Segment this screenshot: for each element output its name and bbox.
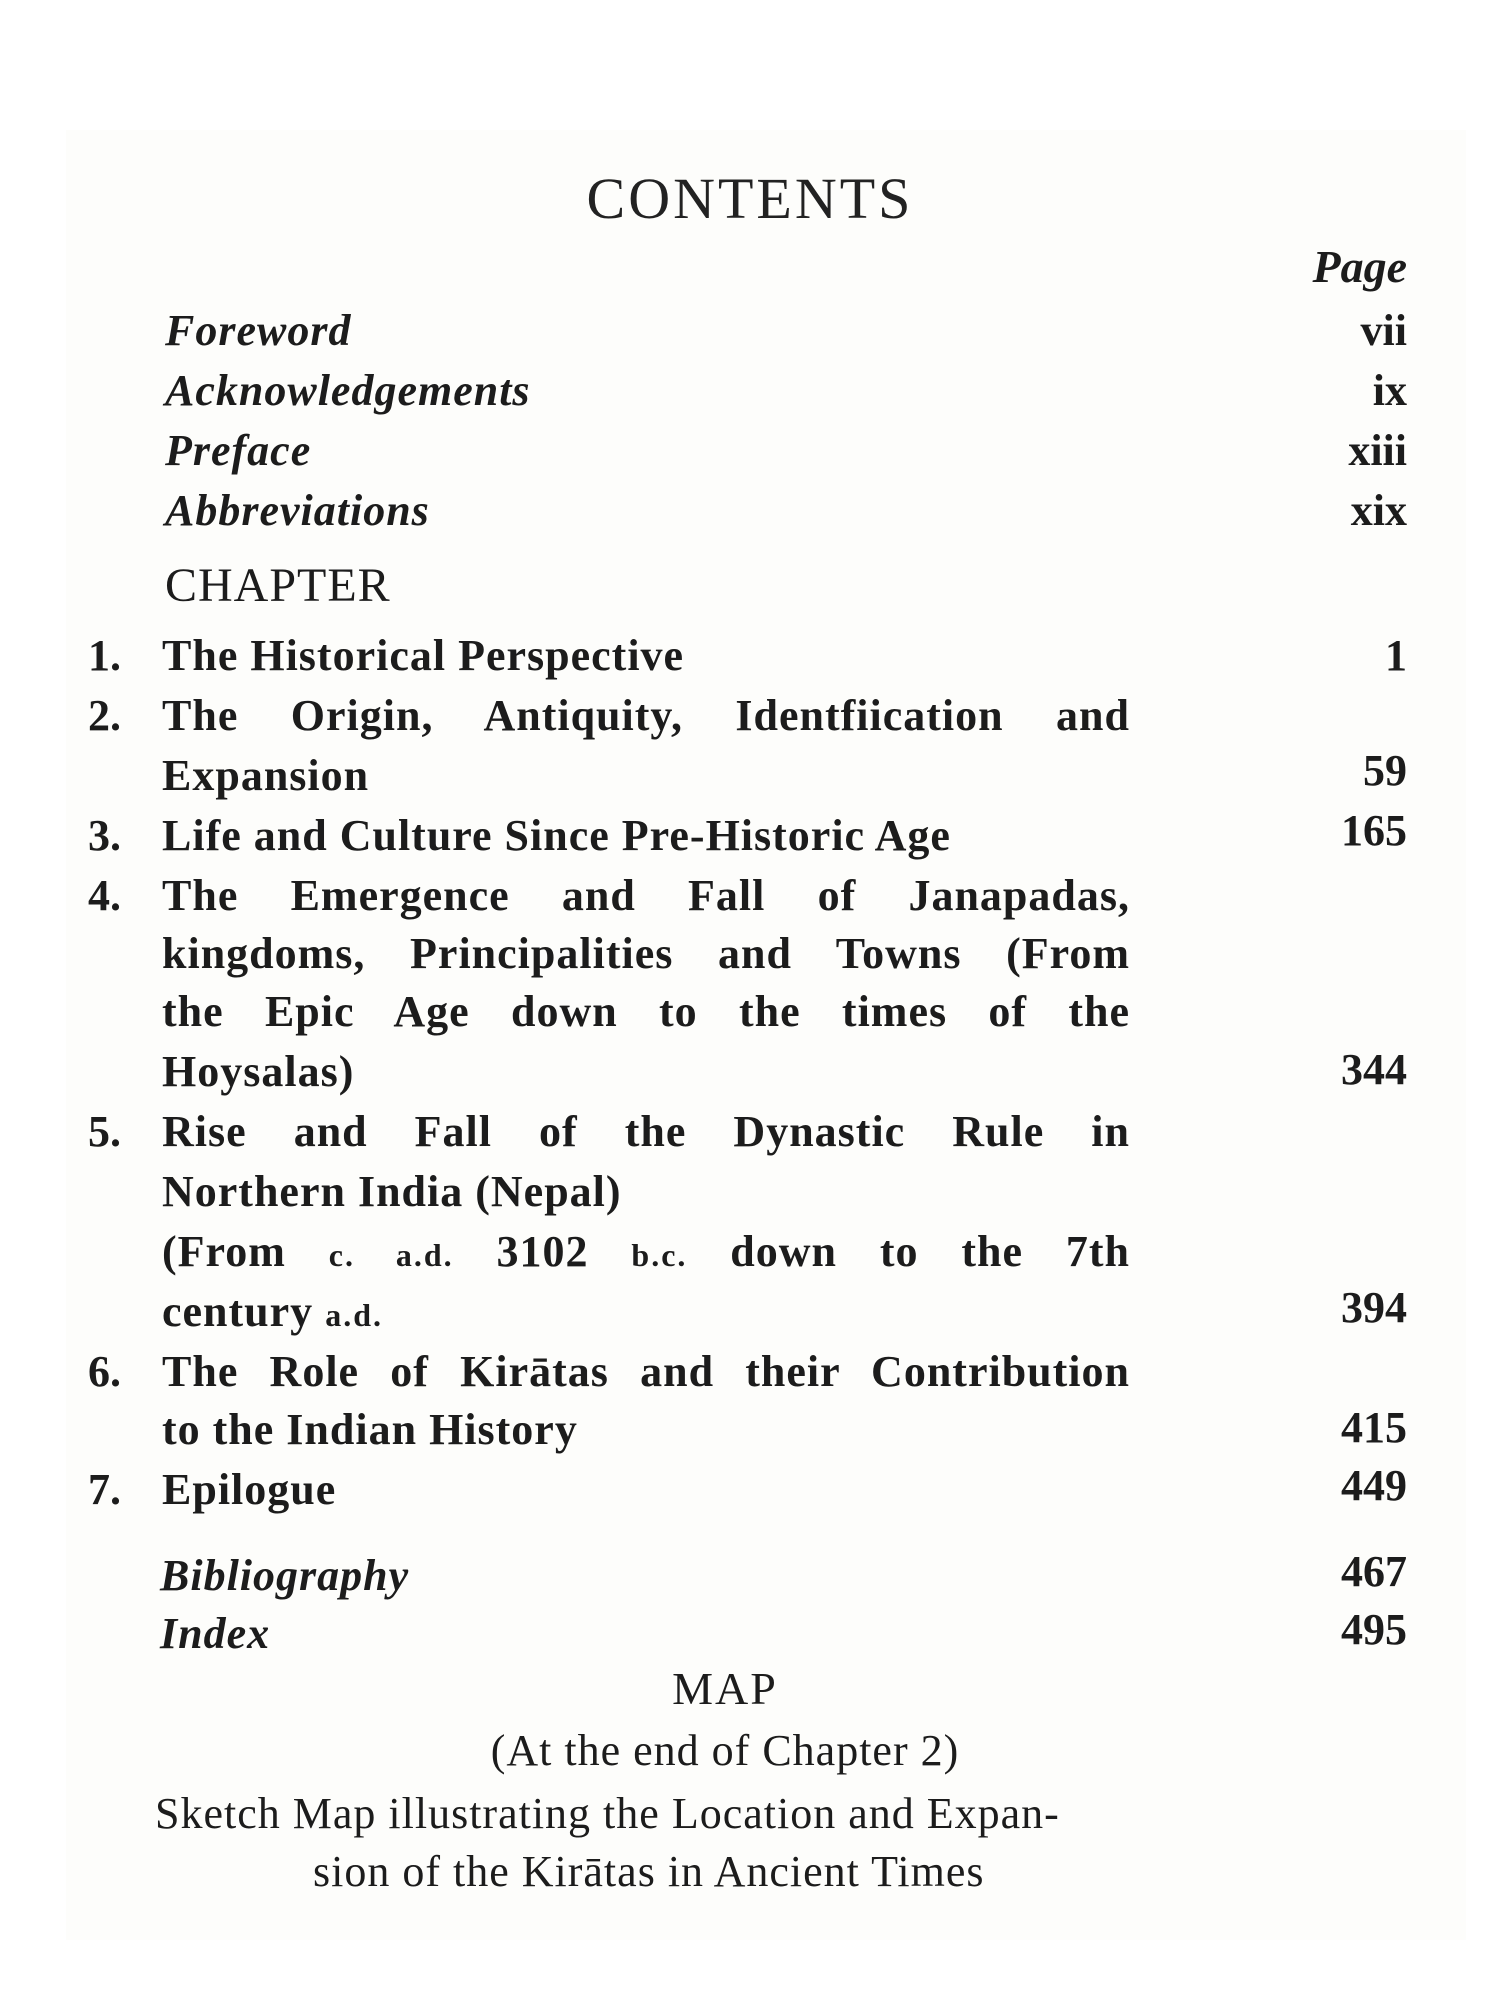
back-matter-label: Bibliography: [160, 1551, 410, 1600]
front-matter-page: ix: [1372, 366, 1407, 415]
map-description-line: sion of the Kirātas in Ancient Times: [313, 1847, 985, 1896]
chapter-number: 1.: [88, 631, 121, 680]
contents-title: CONTENTS: [586, 166, 914, 231]
chapter-title-line: the Epic Age down to the times of the: [162, 987, 1130, 1036]
chapter-title-line: Hoysalas): [162, 1047, 355, 1096]
back-matter-label: Index: [160, 1609, 271, 1658]
chapter-title-line: Northern India (Nepal): [162, 1167, 622, 1216]
chapter-page: 1: [1385, 631, 1407, 680]
chapter-page: 415: [1341, 1403, 1407, 1452]
chapter-title-line: [162, 1226, 1130, 1277]
chapter-heading: CHAPTER: [165, 559, 391, 612]
chapter-number: 4.: [88, 871, 121, 920]
chapter-title-line: kingdoms, Principalities and Towns (From: [162, 929, 1130, 978]
map-heading: MAP: [672, 1663, 778, 1714]
chapter-title-line: The Historical Perspective: [162, 631, 685, 680]
chapter-title-line: to the Indian History: [162, 1405, 578, 1454]
front-matter-page: xix: [1350, 486, 1407, 535]
chapter-title-line: The Role of Kirātas and their Contribution: [162, 1347, 1130, 1396]
chapter-title-line: The Emergence and Fall of Janapadas,: [162, 871, 1130, 920]
chapter-page: 59: [1363, 746, 1407, 795]
back-matter-page: 467: [1341, 1547, 1407, 1596]
chapter-page: 394: [1341, 1283, 1407, 1332]
text-run: 3102: [453, 1227, 632, 1276]
chapter-number: 3.: [88, 811, 121, 860]
chapter-page: 449: [1341, 1461, 1407, 1510]
era-abbreviation: c. a.d.: [328, 1237, 454, 1273]
front-matter-page: xiii: [1348, 426, 1407, 475]
chapter-page: 344: [1341, 1045, 1407, 1094]
chapter-title-line: [162, 1286, 1130, 1337]
front-matter-label: Preface: [165, 426, 312, 475]
front-matter-label: Foreword: [165, 306, 352, 355]
chapter-number: 5.: [88, 1107, 121, 1156]
chapter-title-line: Rise and Fall of the Dynastic Rule in: [162, 1107, 1130, 1156]
era-abbreviation: a.d.: [325, 1297, 383, 1333]
back-matter-page: 495: [1341, 1605, 1407, 1654]
chapter-number: 7.: [88, 1465, 121, 1514]
chapter-number: 2.: [88, 691, 121, 740]
chapter-title-line: Epilogue: [162, 1465, 337, 1514]
text-run: down to the 7th: [687, 1227, 1130, 1276]
chapter-page: 165: [1341, 806, 1407, 855]
chapter-number: 6.: [88, 1347, 121, 1396]
chapter-title-line: Life and Culture Since Pre-Historic Age: [162, 811, 951, 860]
front-matter-page: vii: [1360, 306, 1407, 355]
page-column-header: Page: [1312, 241, 1407, 292]
map-description-line: Sketch Map illustrating the Location and Expan-: [155, 1789, 1060, 1838]
front-matter-label: Acknowledgements: [165, 366, 531, 415]
text-run: century: [162, 1287, 326, 1336]
era-abbreviation: b.c.: [631, 1237, 688, 1273]
map-subheading: (At the end of Chapter 2): [490, 1726, 960, 1775]
front-matter-label: Abbreviations: [165, 486, 430, 535]
chapter-title-line: The Origin, Antiquity, Identfiication and: [162, 691, 1130, 740]
text-run: (From: [162, 1227, 329, 1276]
chapter-title-line: Expansion: [162, 751, 370, 800]
